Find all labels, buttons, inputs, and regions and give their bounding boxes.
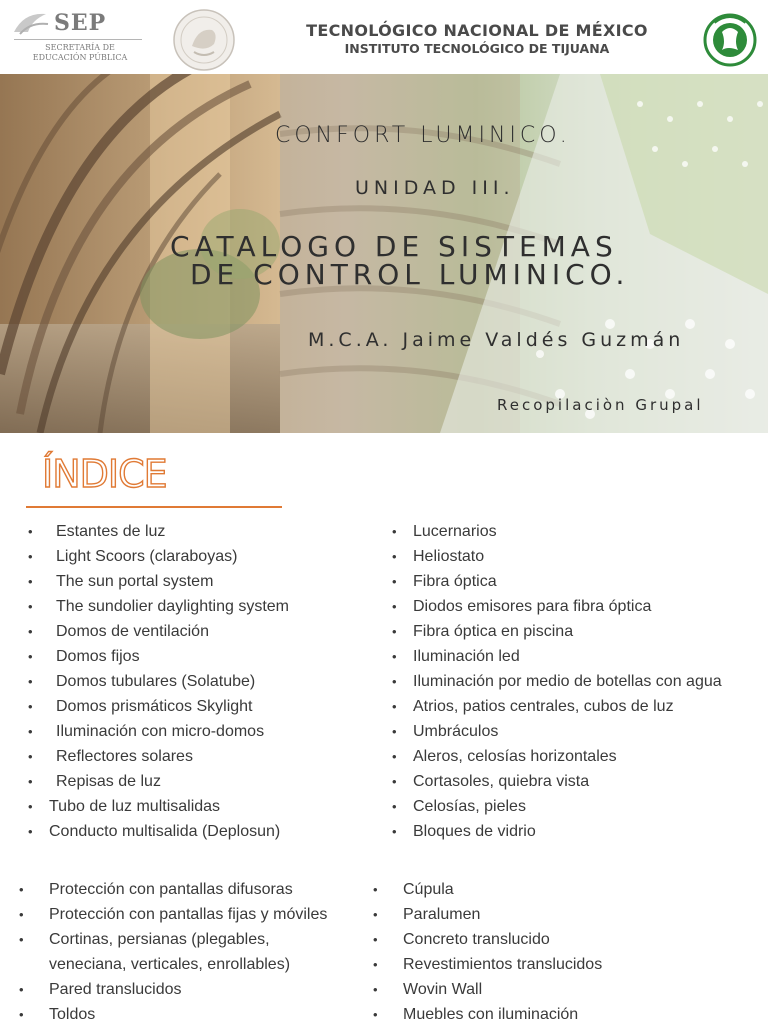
list-item-label: Domos prismáticos Skylight — [56, 698, 253, 715]
eagle-emblem-icon — [10, 8, 50, 38]
bullet: • — [392, 724, 397, 739]
bullet: • — [373, 957, 378, 972]
sep-subtitle-line2: EDUCACIÓN PÚBLICA — [32, 53, 128, 62]
list-item-label: Concreto translucido — [403, 931, 550, 948]
catalog-title-line1: CATALOGO DE SISTEMAS — [170, 230, 618, 263]
list-item-label: veneciana, verticales, enrollables) — [49, 956, 291, 973]
list-item-label: Protección con pantallas difusoras — [49, 881, 293, 898]
bullet: • — [392, 799, 397, 814]
bullet: • — [373, 932, 378, 947]
author-name: M.C.A. Jaime Valdés Guzmán — [308, 329, 685, 351]
sep-logo-block — [8, 8, 148, 66]
course-title: CONFORT LUMINICO. — [275, 123, 571, 148]
credit-text: Recopilaciòn Grupal — [497, 396, 704, 414]
bullet: • — [392, 624, 397, 639]
list-item-label: Heliostato — [413, 548, 485, 565]
bullet: • — [392, 649, 397, 664]
list-item-label: Revestimientos translucidos — [403, 956, 603, 973]
bullet: • — [28, 574, 33, 589]
bullet: • — [373, 882, 378, 897]
list-item-label: Domos tubulares (Solatube) — [56, 673, 256, 690]
bullet: • — [28, 749, 33, 764]
unit-title: UNIDAD III. — [355, 177, 515, 199]
list-item-label: Aleros, celosías horizontales — [413, 748, 617, 765]
list-item-label: Cortinas, persianas (plegables, — [49, 931, 270, 948]
bullet: • — [373, 982, 378, 997]
bullet: • — [19, 1007, 24, 1022]
bullet: • — [19, 907, 24, 922]
list-item-label: Conducto multisalida (Deplosun) — [49, 823, 281, 840]
institutional-header — [0, 0, 768, 75]
bullet: • — [392, 674, 397, 689]
bullet: • — [28, 599, 33, 614]
bullet: • — [392, 824, 397, 839]
campus-title: INSTITUTO TECNOLÓGICO DE TIJUANA — [344, 41, 610, 56]
sep-subtitle — [12, 43, 148, 63]
list-item-label: Cúpula — [403, 881, 454, 898]
hero-banner — [0, 74, 768, 433]
list-item-label: Bloques de vidrio — [413, 823, 536, 840]
list-item-label: Cortasoles, quiebra vista — [413, 773, 590, 790]
bullet: • — [392, 574, 397, 589]
list-item-label: The sun portal system — [56, 573, 214, 590]
bullet: • — [28, 774, 33, 789]
list-item-label: Toldos — [49, 1006, 96, 1023]
itt-logo-icon — [700, 12, 760, 68]
bullet: • — [392, 699, 397, 714]
list-item-label: Wovin Wall — [403, 981, 483, 998]
bullet: • — [392, 599, 397, 614]
list-item-label: Domos de ventilación — [56, 623, 209, 640]
list-item-label: Fibra óptica — [413, 573, 497, 590]
list-item-label: Umbráculos — [413, 723, 499, 740]
sep-logo-text: SEP — [54, 10, 107, 36]
index-heading-rule — [26, 506, 282, 508]
mexico-seal-icon — [172, 8, 236, 72]
bullet: • — [28, 724, 33, 739]
list-item-label: Atrios, patios centrales, cubos de luz — [413, 698, 674, 715]
list-item-label: Tubo de luz multisalidas — [49, 798, 221, 815]
list-item-label: Pared translucidos — [49, 981, 182, 998]
bullet: • — [19, 932, 24, 947]
bullet: • — [28, 549, 33, 564]
list-item-label: Celosías, pieles — [413, 798, 526, 815]
list-item-label: Lucernarios — [413, 523, 497, 540]
list-item-label: Protección con pantallas fijas y móviles — [49, 906, 328, 923]
bullet: • — [19, 882, 24, 897]
list-item-label: Paralumen — [403, 906, 481, 923]
bullet: • — [392, 749, 397, 764]
bullet: • — [28, 799, 33, 814]
list-item-label: Muebles con iluminación — [403, 1006, 579, 1023]
list-item-label: Repisas de luz — [56, 773, 161, 790]
list-item-label: Estantes de luz — [56, 523, 166, 540]
sep-subtitle-line1: SECRETARÍA DE — [45, 43, 115, 52]
bullet: • — [28, 649, 33, 664]
bullet: • — [392, 774, 397, 789]
bullet: • — [373, 1007, 378, 1022]
sep-divider — [14, 39, 142, 40]
bullet: • — [28, 524, 33, 539]
list-item-label: Domos fijos — [56, 648, 140, 665]
index-heading: ÍNDICE — [42, 452, 167, 496]
bullet: • — [19, 982, 24, 997]
bullet: • — [28, 699, 33, 714]
list-item-label: Reflectores solares — [56, 748, 193, 765]
institution-title: TECNOLÓGICO NACIONAL DE MÉXICO — [306, 21, 648, 40]
bullet: • — [28, 624, 33, 639]
bullet: • — [392, 549, 397, 564]
list-item-label: Light Scoors (claraboyas) — [56, 548, 238, 565]
list-item-label: Iluminación por medio de botellas con agua — [413, 673, 722, 690]
bullet: • — [28, 824, 33, 839]
bullet: • — [392, 524, 397, 539]
list-item-label: Diodos emisores para fibra óptica — [413, 598, 652, 615]
list-item-label: The sundolier daylighting system — [56, 598, 290, 615]
list-item-label: Iluminación con micro-domos — [56, 723, 265, 740]
list-item-label: Iluminación led — [413, 648, 520, 665]
list-item-label: Fibra óptica en piscina — [413, 623, 574, 640]
bullet: • — [373, 907, 378, 922]
bullet: • — [28, 674, 33, 689]
catalog-title-line2: DE CONTROL LUMINICO. — [190, 258, 630, 291]
